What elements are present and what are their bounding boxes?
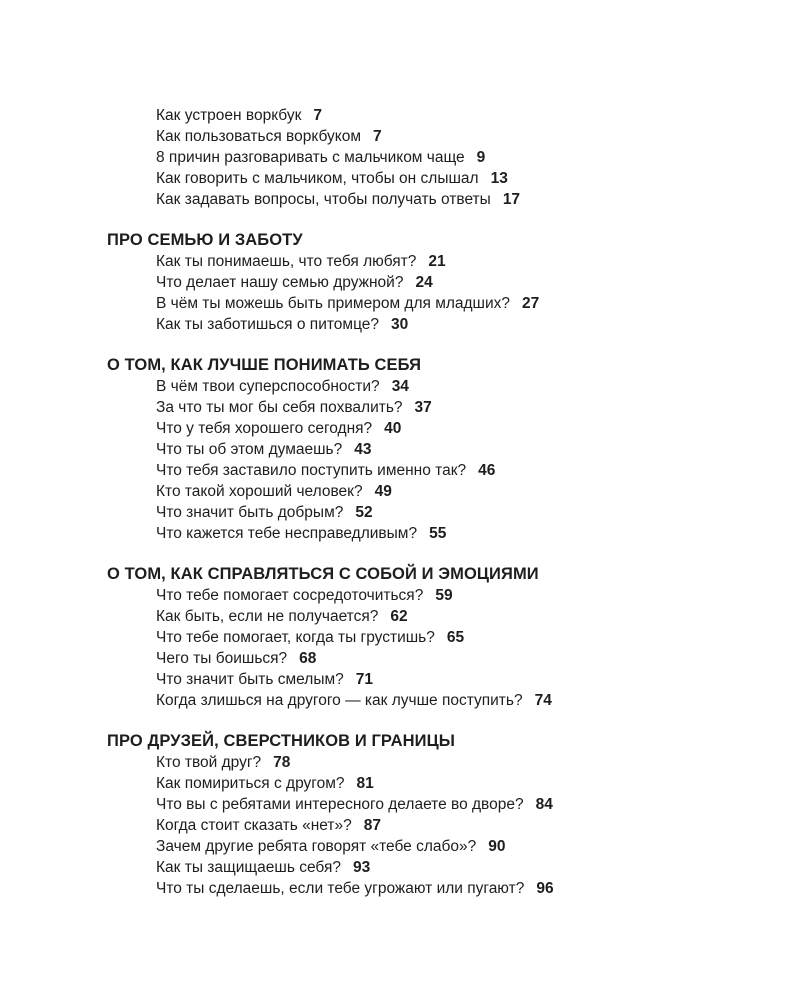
toc-entry[interactable] (0, 773, 800, 794)
entry-title: В чём твои суперспособности? (156, 378, 380, 395)
entry-page-number: 74 (534, 692, 552, 709)
toc-section (0, 564, 800, 711)
toc-entry[interactable] (0, 752, 800, 773)
entry-title: Кто твой друг? (156, 754, 262, 771)
entry-page-number: 62 (390, 608, 408, 625)
toc-entry[interactable] (0, 481, 800, 502)
toc-section (0, 731, 800, 899)
entry-page-number: 90 (488, 838, 506, 855)
toc-section (0, 230, 800, 335)
toc-entry[interactable] (0, 836, 800, 857)
entry-page-number: 65 (446, 629, 465, 646)
entry-title: Что делает нашу семью дружной? (156, 274, 404, 291)
entry-title: Что тебя заставило поступить именно так? (156, 462, 467, 479)
section-title: О ТОМ, КАК ЛУЧШЕ ПОНИМАТЬ СЕБЯ (107, 356, 422, 374)
toc-entry[interactable] (0, 690, 800, 711)
entry-title: Как помириться с другом? (156, 775, 345, 792)
entry-title: В чём ты можешь быть примером для младших? (156, 295, 511, 312)
entry-title: Как быть, если не получается? (156, 608, 379, 625)
entry-title: Что у тебя хорошего сегодня? (156, 420, 373, 437)
section-title: О ТОМ, КАК СПРАВЛЯТЬСЯ С СОБОЙ И ЭМОЦИЯМИ (107, 565, 539, 583)
entry-page-number: 21 (428, 253, 446, 270)
entry-title: Зачем другие ребята говорят «тебе слабо»? (156, 838, 477, 855)
toc-entry[interactable] (0, 105, 800, 126)
entry-title: 8 причин разговаривать с мальчиком чаще (156, 149, 465, 166)
entry-page-number: 7 (373, 128, 382, 145)
entry-title: Как говорить с мальчиком, чтобы он слышал (156, 170, 479, 187)
entry-page-number: 78 (273, 754, 291, 771)
entry-page-number: 34 (391, 378, 409, 395)
entry-page-number: 93 (352, 859, 371, 876)
entry-title: Что ты об этом думаешь? (156, 441, 343, 458)
entry-page-number: 87 (363, 817, 381, 834)
toc-entry[interactable] (0, 648, 800, 669)
toc-entry[interactable] (0, 460, 800, 481)
entry-title: Что тебе помогает, когда ты грустишь? (156, 629, 435, 646)
section-title: ПРО СЕМЬЮ И ЗАБОТУ (107, 231, 303, 249)
toc-entry[interactable] (0, 376, 800, 397)
entry-page-number: 9 (476, 149, 486, 166)
entry-title: Что значит быть добрым? (156, 504, 344, 521)
toc-entry[interactable] (0, 293, 800, 314)
toc-entry[interactable] (0, 857, 800, 878)
entry-title: Что вы с ребятами интересного делаете во дворе? (156, 796, 524, 813)
entry-page-number: 71 (355, 671, 373, 688)
entry-page-number: 17 (502, 191, 521, 208)
entry-title: Чего ты боишься? (156, 650, 288, 667)
entry-title: Как пользоваться воркбуком (156, 128, 361, 145)
toc-entry[interactable] (0, 794, 800, 815)
entry-page-number: 84 (535, 796, 553, 813)
entry-title: Как задавать вопросы, чтобы получать ответы (156, 191, 491, 208)
toc-entry[interactable] (0, 272, 800, 293)
toc-entry[interactable] (0, 878, 800, 899)
entry-page-number: 68 (299, 650, 317, 667)
entry-title: За что ты мог бы себя похвалить? (156, 399, 403, 416)
toc-entry[interactable] (0, 168, 800, 189)
toc-entry[interactable] (0, 397, 800, 418)
toc-entry[interactable] (0, 502, 800, 523)
entry-page-number: 55 (429, 525, 447, 542)
entry-title: Что кажется тебе несправедливым? (156, 525, 418, 542)
toc-entry[interactable] (0, 523, 800, 544)
entry-title: Кто такой хороший человек? (156, 483, 363, 500)
entry-title: Как ты понимаешь, что тебя любят? (156, 253, 417, 270)
entry-title: Когда злишься на другого — как лучше поступить? (156, 692, 523, 709)
toc-entry[interactable] (0, 669, 800, 690)
toc-entry[interactable] (0, 189, 800, 210)
section-title: ПРО ДРУЗЕЙ, СВЕРСТНИКОВ И ГРАНИЦЫ (107, 732, 455, 750)
entry-page-number: 7 (313, 107, 323, 124)
entry-page-number: 49 (374, 483, 392, 500)
entry-page-number: 59 (435, 587, 453, 604)
entry-title: Когда стоит сказать «нет»? (156, 817, 352, 834)
entry-page-number: 30 (391, 316, 409, 333)
entry-title: Как ты заботишься о питомце? (156, 316, 380, 333)
entry-title: Как ты защищаешь себя? (156, 859, 341, 876)
entry-title: Что значит быть смелым? (156, 671, 344, 688)
toc-entry[interactable] (0, 439, 800, 460)
entry-page-number: 96 (536, 880, 554, 897)
toc-entry[interactable] (0, 147, 800, 168)
entry-page-number: 81 (356, 775, 374, 792)
entry-page-number: 52 (355, 504, 373, 521)
entry-page-number: 43 (354, 441, 372, 458)
table-of-contents (0, 105, 800, 919)
entry-title: Как устроен воркбук (156, 107, 302, 124)
toc-entry[interactable] (0, 606, 800, 627)
entry-title: Что ты сделаешь, если тебе угрожают или пугают? (156, 880, 525, 897)
toc-entry[interactable] (0, 251, 800, 272)
entry-page-number: 40 (384, 420, 402, 437)
entry-title: Что тебе помогает сосредоточиться? (156, 587, 424, 604)
toc-section (0, 105, 800, 210)
entry-page-number: 27 (522, 295, 540, 312)
toc-entry[interactable] (0, 815, 800, 836)
entry-page-number: 46 (478, 462, 496, 479)
entry-page-number: 13 (490, 170, 508, 187)
entry-page-number: 37 (414, 399, 432, 416)
toc-section (0, 355, 800, 544)
entry-page-number: 24 (415, 274, 433, 291)
toc-entry[interactable] (0, 314, 800, 335)
toc-entry[interactable] (0, 126, 800, 147)
toc-entry[interactable] (0, 585, 800, 606)
toc-entry[interactable] (0, 627, 800, 648)
toc-entry[interactable] (0, 418, 800, 439)
